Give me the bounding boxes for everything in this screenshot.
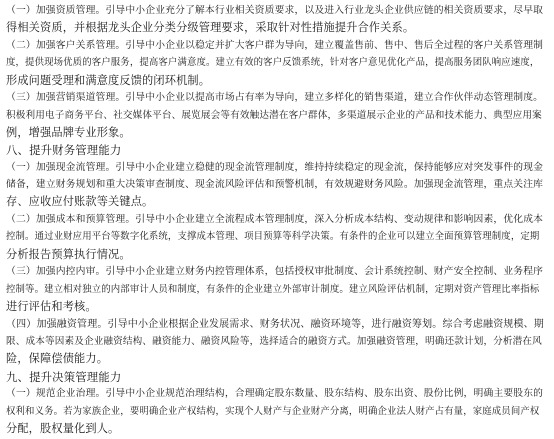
text-line: 权利和义务。若为家族企业，要明确企业产权结构，实现个人财产与企业财产分离，明确企业法人财产占有量，家庭成员间产权 xyxy=(6,406,540,417)
text-line: 度，提供现场优质的客户服务，提高客户满意度。建立有效的客户反馈系统，针对客户意见优化产品，提高服务团队响应速度， xyxy=(6,57,540,68)
text-line: 进行评估和考核。 xyxy=(6,300,97,313)
text-line: （二）加强成本和预算管理。引导中小企业建立全流程成本管理制度，深入分析成本结构、变动规律和影响因素，优化成本 xyxy=(6,214,544,225)
text-line: 控制等。建立相对独立的内部审计人员和制度，有条件的企业建立外部审计制度。建立风险评估机制，定期对资产管理比率指标 xyxy=(6,284,540,295)
text-line: 控制。通过业财应用平台等数字化系统，支撑成本管理、项目预算等科学决策。有条件的企业可以建立全面预算管理制度，定期 xyxy=(6,231,540,242)
section-heading: 九、提升决策管理能力 xyxy=(6,370,122,384)
text-line: （二）加强客户关系管理。引导中小企业以稳定并扩大客户群为导向，建立覆盖售前、售中、售后全过程的客户关系管理制 xyxy=(6,40,544,51)
text-line: 分配，股权量化到人。 xyxy=(6,422,120,435)
text-line: 储备，建立财务规划和重大决策审查制度、现金流风险评估和预警机制，有效规避财务风险。加强现金流管理，重点关注库 xyxy=(6,179,544,190)
text-line: 积极利用电子商务平台、社交媒体平台、展览展会等有效触达潜在客户群体，多渠道展示企业的产品和技术能力、典型应用案 xyxy=(6,110,542,121)
text-line: （一）加强资质管理。引导中小企业充分了解本行业相关资质要求，以及进入行业龙头企业供应链的相关资质要求，尽早取 xyxy=(6,5,544,16)
text-line: 险，保障偿债能力。 xyxy=(6,352,109,365)
text-line: 形成问题受理和满意度反馈的闭环机制。 xyxy=(6,74,211,87)
text-line: （三）加强内控内审。引导中小企业建立财务内控管理体系，包括授权审批制度、会计系统控制、财产安全控制、业务程序 xyxy=(6,266,544,277)
text-line: 限、成本等因素及企业融资结构、融资能力、融资风险等，选择适合的融资方式。加强融资管理，明确还款计划，分析潜在风 xyxy=(6,336,542,347)
section-heading: 八、提升财务管理能力 xyxy=(6,143,122,157)
text-line: （一）规范企业治理。引导中小企业规范治理结构，合理确定股东数量、股东结构、股东出资、股份比例，明确主要股东的 xyxy=(6,388,544,399)
text-line: 得相关资质，并根据龙头企业分类分级管理要求，采取针对性措施提升合作关系。 xyxy=(6,21,415,34)
text-line: 例，增强品牌专业形象。 xyxy=(6,126,131,139)
text-line: （三）加强营销渠道管理。引导中小企业以提高市场占有率为导向，建立多样化的销售渠道，建立合作伙伴动态管理制度。 xyxy=(6,92,544,103)
text-line: （四）加强融资管理。引导中小企业根据企业发展需求、财务状况、融资环境等，进行融资筹划。综合考虑融资规模、期 xyxy=(6,319,544,330)
text-line: 存、应收应付账款等关键点。 xyxy=(6,195,154,208)
text-line: （一）加强现金流管理。引导中小企业建立稳健的现金流管理制度，维持持续稳定的现金流，保持能够应对突发事件的现金 xyxy=(6,162,544,173)
text-line: 分析报告预算执行情况。 xyxy=(6,248,131,261)
